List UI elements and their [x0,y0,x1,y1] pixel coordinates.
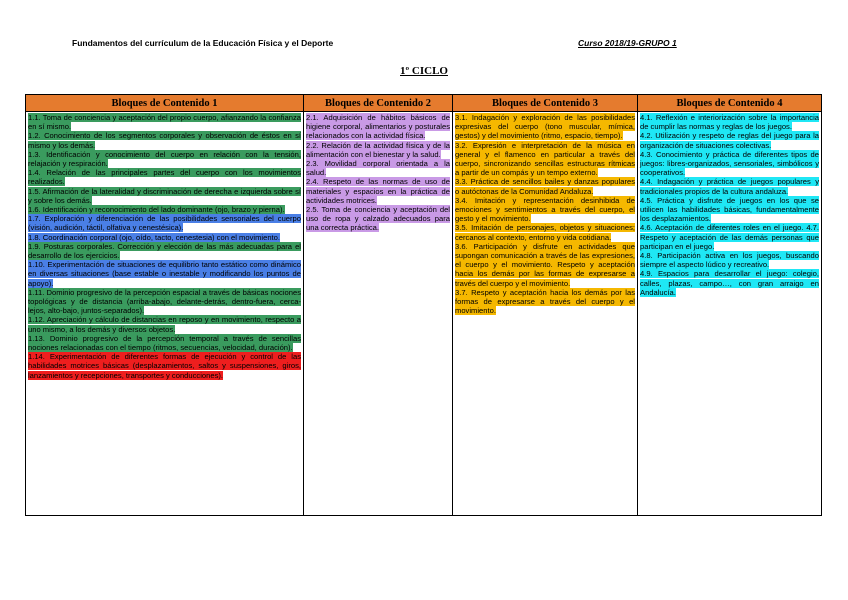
table-row [26,112,822,516]
content-item: 2.3. Movilidad corporal orientada a la salud. [306,159,450,178]
content-item: 1.5. Afirmación de la lateralidad y discriminación de derecha e izquierda sobre sí y sobre los demás. [28,186,301,205]
content-item: 4.4. Indagación y práctica de juegos populares y tradicionales propios de la cultura andaluza. [640,177,819,196]
column-header-2: Bloques de Contenido 2 [304,95,453,112]
content-item: 1.2. Conocimiento de los segmentos corporales y observación de éstos en sí mismo y los demás. [28,131,301,150]
content-item: 1.4. Relación de las principales partes del cuerpo con los movimientos realizados. [28,168,301,187]
column-header-4: Bloques de Contenido 4 [638,95,822,112]
content-item: 3.5. Imitación de personajes, objetos y situaciones; cercanos al contexto, entorno y vida cotidiana. [455,223,635,242]
content-item: 1.7. Exploración y diferenciación de las posibilidades sensoriales del cuerpo (visión, audición, táctil, olfativa y cenestésica). [28,214,301,233]
content-item: 2.2. Relación de la actividad física y de la alimentación con el bienestar y la salud. [306,140,450,159]
content-item: 1.11. Dominio progresivo de la percepción espacial a través de básicas nociones topológicas y de distancia (arriba-abajo, delante-detrás, dentro-fuera, cerca-lejos, alto-bajo, juntos-separados). [28,287,301,316]
content-item: 1.1. Toma de conciencia y aceptación del propio cuerpo, afianzando la confianza en sí mismo. [28,113,301,132]
column-1-content [26,112,304,516]
column-4-content [638,112,822,516]
column-header-3: Bloques de Contenido 3 [453,95,638,112]
content-item: 1.6. Identificación y reconocimiento del lado dominante (ojo, brazo y pierna). [28,205,285,215]
document-header-course: Curso 2018/19-GRUPO 1 [578,38,677,48]
content-item: 3.3. Práctica de sencillos bailes y danzas populares o autóctonas de la Comunidad Andaluza. [455,177,635,196]
content-blocks-table [25,94,822,516]
column-header-1: Bloques de Contenido 1 [26,95,304,112]
content-item: 1.9. Posturas corporales. Corrección y elección de las más adecuadas para el desarrollo de los ejercicios. [28,241,301,261]
column-2-content [304,112,453,516]
content-item: 4.6. Aceptación de diferentes roles en el juego. 4.7. Respeto y aceptación de las demás personas que participan en el juego. [640,223,819,251]
content-item: 2.5. Toma de conciencia y aceptación del uso de ropa y calzado adecuados para una correcta práctica. [306,205,450,233]
content-item: 1.13. Dominio progresivo de la percepción temporal a través de sencillas nociones relacionadas con el tiempo (ritmos, secuencias, velocidad, duración). [28,333,301,353]
content-item: 1.10. Experimentación de situaciones de equilibrio tanto estático como dinámico en diversas situaciones (base estable o inestable y modificando los puntos de apoyo). [28,260,301,288]
content-item: 3.1. Indagación y exploración de las posibilidades expresivas del cuerpo (tono muscular, mímica, gestos) y del movimiento (ritmo, espacio, tiempo). [455,113,635,141]
content-item: 2.1. Adquisición de hábitos básicos de higiene corporal, alimentarios y posturales relacionados con la actividad física. [306,113,450,141]
content-item: 2.4. Respeto de las normas de uso de materiales y espacios en la práctica de actividades motrices. [306,177,450,205]
content-item: 4.3. Conocimiento y práctica de diferentes tipos de juegos: libres-organizados, sensoriales, simbólicos y cooperativos. [640,149,819,178]
page-title: 1º CICLO [400,65,448,77]
content-item: 4.9. Espacios para desarrollar el juego: colegio, calles, plazas, campo…, con gran arraigo en Andalucía. [640,269,819,297]
content-item: 1.8. Coordinación corporal (ojo, oído, tacto, cenestesia) con el movimiento. [28,232,280,242]
content-item: 1.14. Experimentación de diferentes formas de ejecución y control de las habilidades motrices básicas (desplazamientos, saltos y suspensiones, giros, lanzamientos y recepciones, transportes y conducciones). [28,352,301,380]
content-item: 4.5. Práctica y disfrute de juegos en los que se utilicen las habilidades básicas, fundamentalmente los desplazamientos. [640,195,819,224]
content-item: 3.4. Imitación y representación desinhibida de emociones y sentimientos a través del cuerpo, el gesto y el movimiento. [455,195,635,224]
content-item: 4.2. Utilización y respeto de reglas del juego para la organización de situaciones colectivas. [640,131,819,150]
content-item: 4.1. Reflexión e interiorización sobre la importancia de cumplir las normas y reglas de los juegos. [640,113,819,132]
content-item: 1.3. Identificación y conocimiento del cuerpo en relación con la tensión, relajación y respiración. [28,149,301,169]
document-header-title: Fundamentos del currículum de la Educación Física y el Deporte [72,38,334,48]
content-item: 1.12. Apreciación y cálculo de distancias en reposo y en movimiento, respecto a uno mismo, a los demás y diversos objetos. [28,315,301,334]
content-item: 3.2. Expresión e interpretación de la música en general y el flamenco en particular a través del cuerpo, sincronizando sencillas estructuras rítmicas a partir de un compás y un tempo externo. [455,140,635,178]
content-item: 4.8. Participación activa en los juegos, buscando siempre el aspecto lúdico y recreativo. [640,251,819,270]
table-header-row [26,95,822,112]
content-item: 3.6. Participación y disfrute en actividades que supongan comunicación a través de las expresiones, el cuerpo y el movimiento. Respeto y aceptación hacia los demás por las formas de expresarse a través del cuerpo y el movimiento. [455,241,635,288]
content-item: 3.7. Respeto y aceptación hacia los demás por las formas de expresarse a través del cuerpo y el movimiento. [455,287,635,316]
column-3-content [453,112,638,516]
